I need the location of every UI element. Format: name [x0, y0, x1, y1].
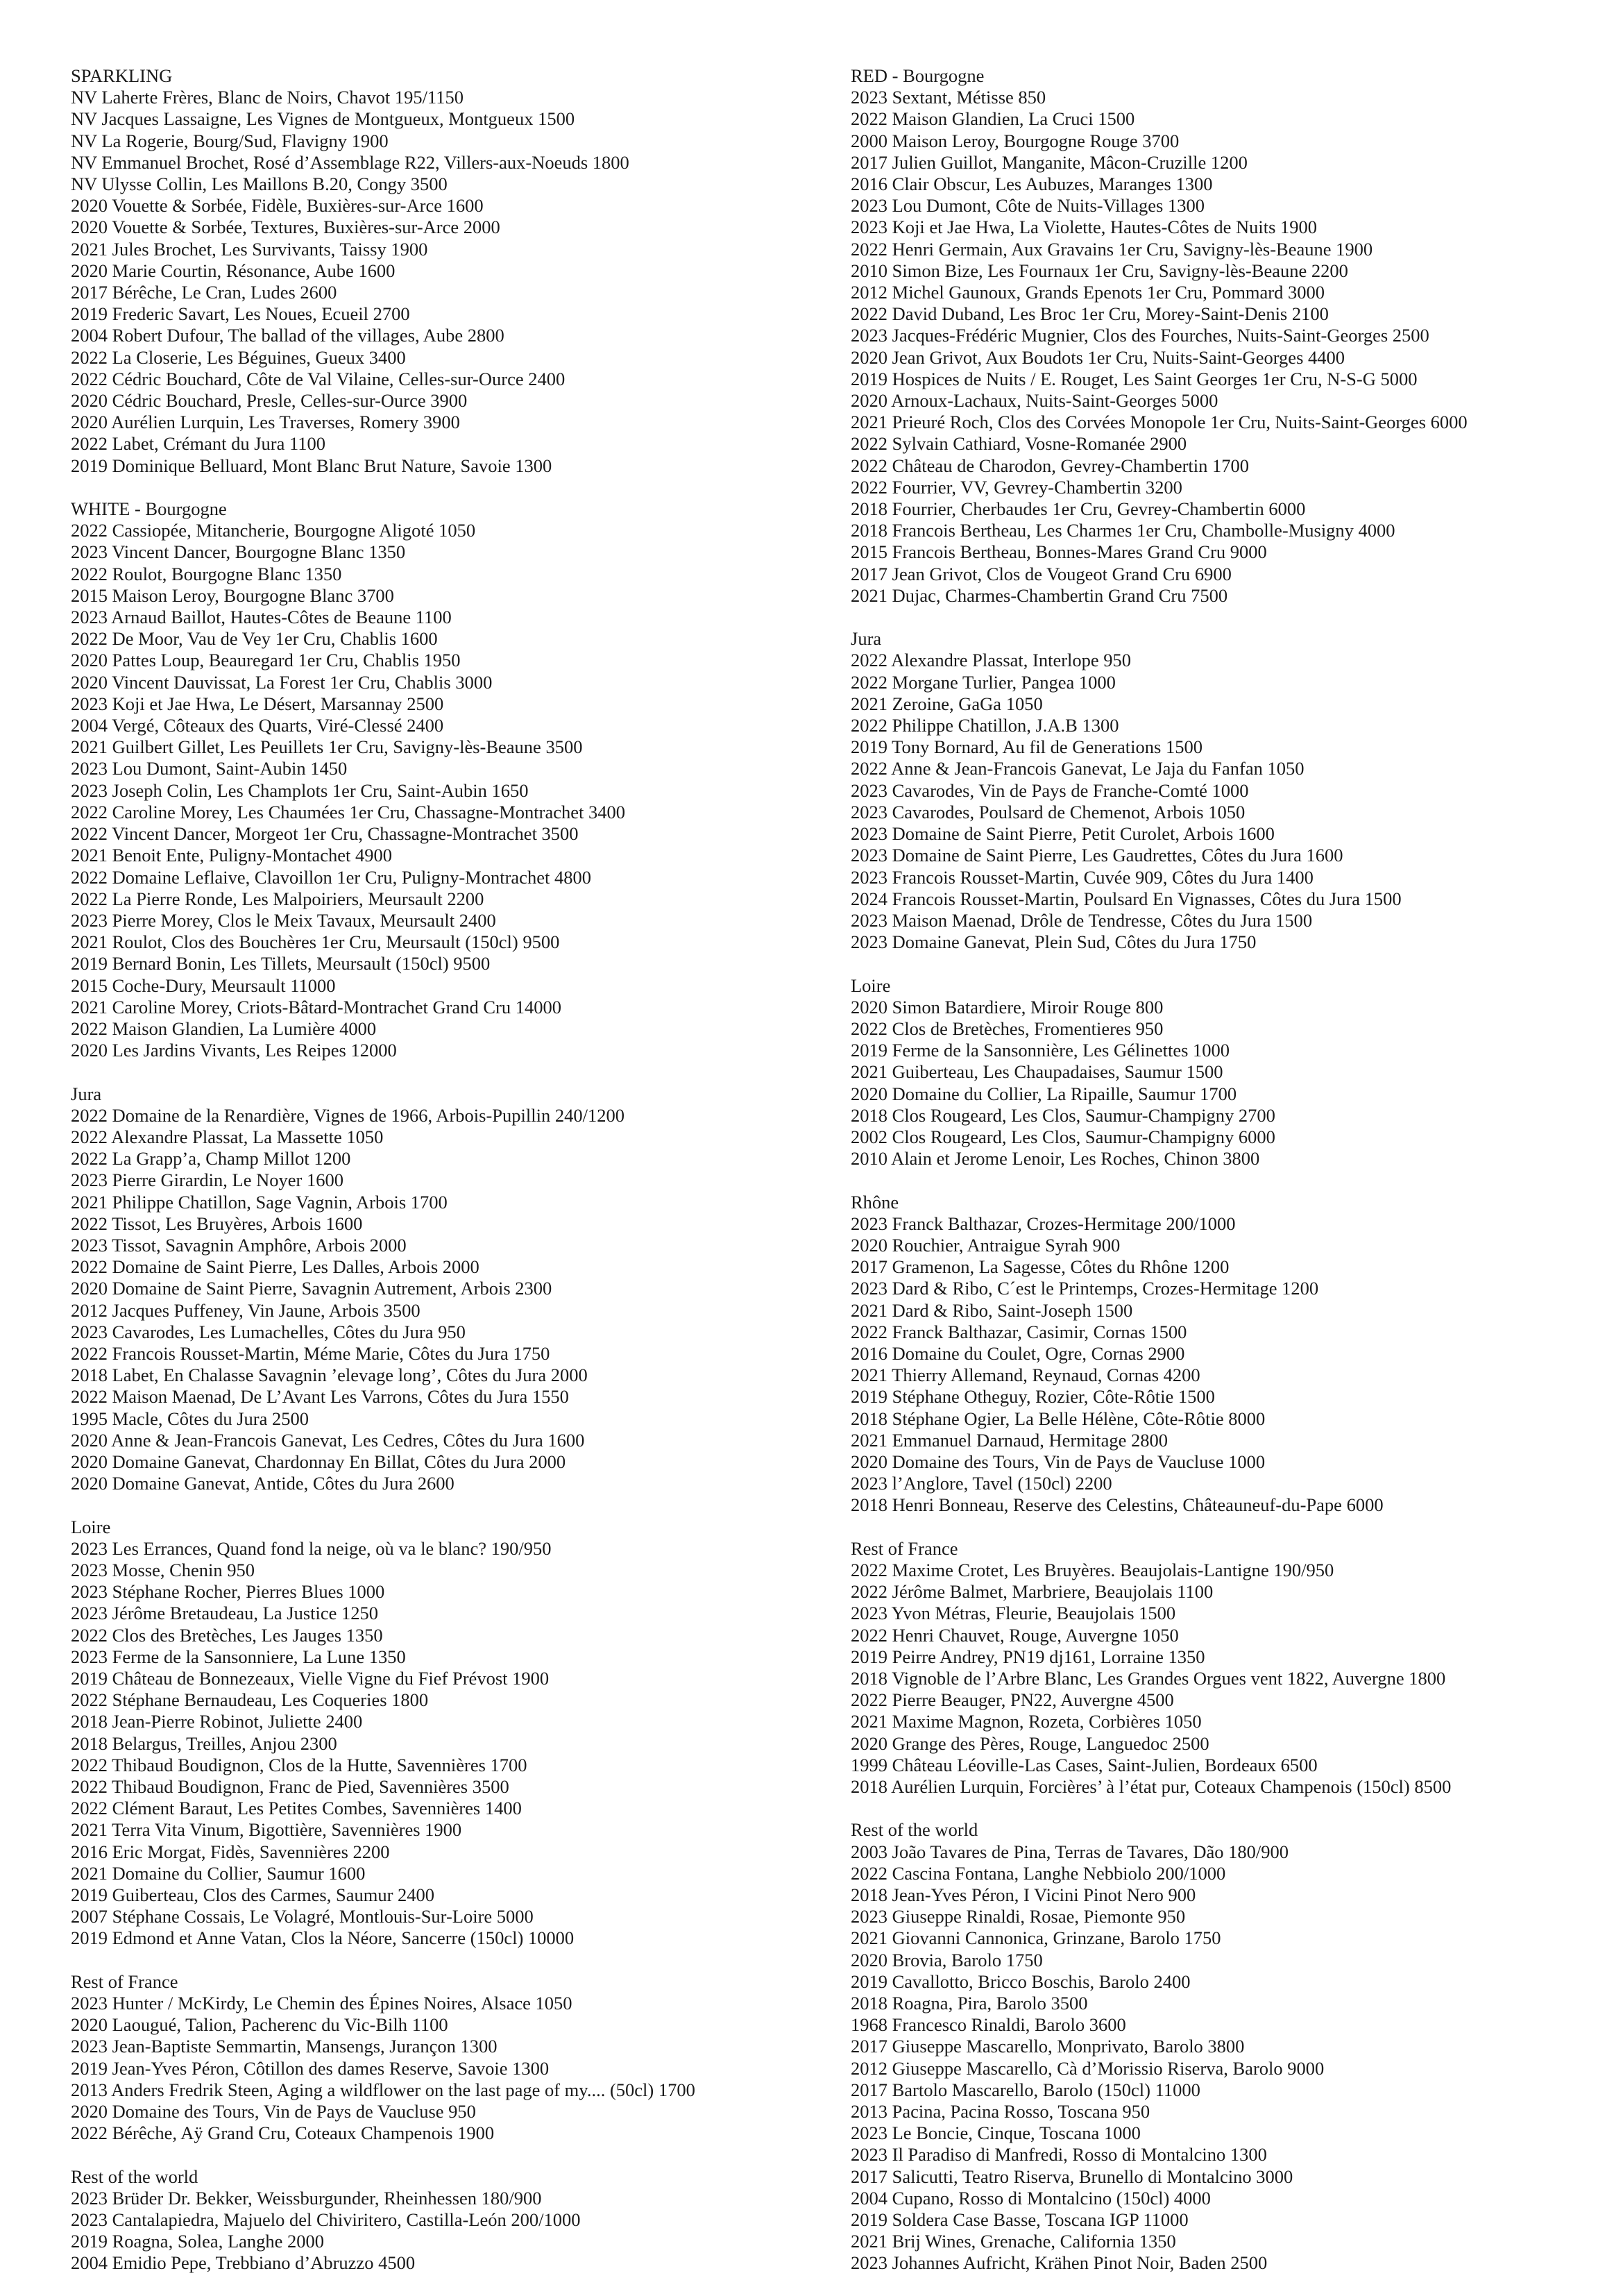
wine-entry: 2018 Roagna, Pira, Barolo 3500 — [851, 1993, 1088, 2014]
wine-entry: 2004 Vergé, Côteaux des Quarts, Viré-Clessé 2400 — [71, 715, 444, 736]
wine-entry: 2022 Thibaud Boudignon, Clos de la Hutte, Savennières 1700 — [71, 1754, 527, 1775]
wine-entry: 2022 Domaine de la Renardière, Vignes de 1966, Arbois-Pupillin 240/1200 — [71, 1104, 624, 1126]
wine-entry: 2022 Labet, Crémant du Jura 1100 — [71, 433, 325, 455]
wine-entry: 2018 Jean-Pierre Robinot, Juliette 2400 — [71, 1711, 363, 1732]
wine-section — [851, 65, 1600, 607]
wine-entry: 2021 Caroline Morey, Criots-Bâtard-Montrachet Grand Cru 14000 — [71, 996, 561, 1018]
wine-entry: 2021 Brij Wines, Grenache, California 1350 — [851, 2231, 1176, 2252]
wine-section — [71, 1971, 820, 2145]
wine-entry: NV Emmanuel Brochet, Rosé d’Assemblage R22, Villers-aux-Noeuds 1800 — [71, 151, 629, 173]
wine-entry: 2019 Dominique Belluard, Mont Blanc Brut Nature, Savoie 1300 — [71, 455, 552, 476]
wine-entry: 2023 Hunter / McKirdy, Le Chemin des Épines Noires, Alsace 1050 — [71, 1993, 572, 2014]
wine-entry: 2019 Peirre Andrey, PN19 dj161, Lorraine 1350 — [851, 1646, 1205, 1667]
wine-entry: 2021 Guiberteau, Les Chaupadaises, Saumur 1500 — [851, 1061, 1223, 1083]
wine-entry: 2019 Tony Bornard, Au fil de Generations 1500 — [851, 736, 1203, 758]
wine-entry: 2023 Mosse, Chenin 950 — [71, 1559, 255, 1580]
wine-entry: NV La Rogerie, Bourg/Sud, Flavigny 1900 — [71, 130, 389, 151]
wine-entry: 2022 Franck Balthazar, Casimir, Cornas 1500 — [851, 1321, 1187, 1342]
wine-entry: 2021 Guilbert Gillet, Les Peuillets 1er Cru, Savigny-lès-Beaune 3500 — [71, 736, 583, 758]
wine-entry: 2000 Maison Leroy, Bourgogne Rouge 3700 — [851, 130, 1180, 151]
wine-entry: 2022 Sylvain Cathiard, Vosne-Romanée 2900 — [851, 433, 1187, 455]
wine-entry: 2023 l’Anglore, Tavel (150cl) 2200 — [851, 1473, 1112, 1494]
wine-entry: 2023 Sextant, Métisse 850 — [851, 87, 1046, 108]
wine-entry: 2022 Tissot, Les Bruyères, Arbois 1600 — [71, 1213, 363, 1234]
wine-entry: 1999 Château Léoville-Las Cases, Saint-Julien, Bordeaux 6500 — [851, 1754, 1318, 1775]
section-heading: SPARKLING — [71, 65, 173, 86]
wine-entry: 2012 Michel Gaunoux, Grands Epenots 1er Cru, Pommard 3000 — [851, 282, 1325, 303]
wine-entry: 2022 Château de Charodon, Gevrey-Chambertin 1700 — [851, 455, 1250, 476]
wine-entry: 2021 Maxime Magnon, Rozeta, Corbières 1050 — [851, 1711, 1202, 1732]
wine-entry: 2018 Clos Rougeard, Les Clos, Saumur-Champigny 2700 — [851, 1104, 1275, 1126]
wine-section — [71, 2166, 820, 2274]
wine-entry: 2022 Alexandre Plassat, Interlope 950 — [851, 650, 1132, 671]
wine-entry: 2020 Jean Grivot, Aux Boudots 1er Cru, Nuits-Saint-Georges 4400 — [851, 346, 1345, 368]
wine-entry: 2019 Roagna, Solea, Langhe 2000 — [71, 2231, 325, 2252]
wine-entry: 2018 Henri Bonneau, Reserve des Celestins, Châteauneuf-du-Pape 6000 — [851, 1494, 1384, 1516]
wine-entry: 2017 Bartolo Mascarello, Barolo (150cl) 11000 — [851, 2079, 1200, 2100]
wine-entry: 2021 Dujac, Charmes-Chambertin Grand Cru 7500 — [851, 584, 1228, 606]
wine-entry: 2023 Vincent Dancer, Bourgogne Blanc 1350 — [71, 541, 406, 563]
wine-entry: 2023 Domaine de Saint Pierre, Petit Curolet, Arbois 1600 — [851, 823, 1275, 845]
wine-entry: 2002 Clos Rougeard, Les Clos, Saumur-Champigny 6000 — [851, 1126, 1275, 1147]
wine-entry: 2020 Domaine de Saint Pierre, Savagnin Autrement, Arbois 2300 — [71, 1278, 552, 1299]
wine-section — [71, 65, 820, 477]
wine-entry: 2023 Cavarodes, Poulsard de Chemenot, Arbois 1050 — [851, 801, 1246, 822]
section-heading: Rest of France — [71, 1970, 178, 1992]
wine-entry: 2021 Dard & Ribo, Saint-Joseph 1500 — [851, 1299, 1133, 1321]
wine-section — [71, 498, 820, 1061]
wine-entry: NV Ulysse Collin, Les Maillons B.20, Congy 3500 — [71, 174, 448, 195]
wine-entry: 2022 Clos des Bretèches, Les Jauges 1350 — [71, 1624, 383, 1646]
wine-section — [851, 975, 1600, 1170]
section-heading: Jura — [71, 1083, 102, 1104]
wine-entry: 2022 David Duband, Les Broc 1er Cru, Morey-Saint-Denis 2100 — [851, 303, 1329, 325]
wine-entry: 2023 Maison Maenad, Drôle de Tendresse, Côtes du Jura 1500 — [851, 909, 1313, 931]
wine-entry: 2022 Alexandre Plassat, La Massette 1050 — [71, 1126, 384, 1147]
wine-entry: 2022 Domaine de Saint Pierre, Les Dalles, Arbois 2000 — [71, 1256, 479, 1278]
wine-entry: 2017 Bérêche, Le Cran, Ludes 2600 — [71, 282, 337, 303]
wine-entry: 2023 Franck Balthazar, Crozes-Hermitage 200/1000 — [851, 1213, 1236, 1234]
wine-entry: 2022 Morgane Turlier, Pangea 1000 — [851, 671, 1116, 693]
wine-entry: 2003 João Tavares de Pina, Terras de Tavares, Dão 180/900 — [851, 1841, 1289, 1862]
left-column — [71, 65, 820, 2296]
wine-entry: 2022 Maison Glandien, La Cruci 1500 — [851, 108, 1135, 130]
wine-entry: 2023 Jérôme Bretaudeau, La Justice 1250 — [71, 1603, 379, 1624]
wine-entry: 2018 Stéphane Ogier, La Belle Hélène, Côte-Rôtie 8000 — [851, 1408, 1266, 1429]
wine-entry: 2021 Zeroine, GaGa 1050 — [851, 693, 1043, 714]
wine-entry: 2022 La Closerie, Les Béguines, Gueux 3400 — [71, 346, 406, 368]
wine-entry: 2016 Eric Morgat, Fidès, Savennières 2200 — [71, 1841, 390, 1862]
wine-entry: 2023 Cavarodes, Vin de Pays de Franche-Comté 1000 — [851, 779, 1249, 801]
wine-entry: 2023 Brüder Dr. Bekker, Weissburgunder, Rheinhessen 180/900 — [71, 2187, 542, 2209]
wine-entry: 2023 Koji et Jae Hwa, La Violette, Hautes-Côtes de Nuits 1900 — [851, 217, 1318, 238]
wine-entry: 2016 Domaine du Coulet, Ogre, Cornas 2900 — [851, 1342, 1185, 1364]
section-heading: Rhône — [851, 1191, 899, 1213]
wine-entry: 2023 Pierre Girardin, Le Noyer 1600 — [71, 1170, 343, 1191]
section-heading: Rest of France — [851, 1537, 958, 1559]
wine-entry: 2017 Julien Guillot, Manganite, Mâcon-Cruzille 1200 — [851, 151, 1248, 173]
wine-entry: 2022 Roulot, Bourgogne Blanc 1350 — [71, 563, 342, 584]
section-heading: Jura — [851, 628, 882, 650]
wine-entry: 2022 Henri Germain, Aux Gravains 1er Cru, Savigny-lès-Beaune 1900 — [851, 238, 1373, 260]
wine-entry: 1968 Francesco Rinaldi, Barolo 3600 — [851, 2014, 1126, 2036]
section-heading: Loire — [71, 1516, 111, 1537]
wine-entry: 2023 Giuseppe Rinaldi, Rosae, Piemonte 950 — [851, 1906, 1186, 1927]
wine-entry: 2019 Edmond et Anne Vatan, Clos la Néore, Sancerre (150cl) 10000 — [71, 1927, 575, 1949]
wine-entry: 2019 Frederic Savart, Les Noues, Ecueil 2700 — [71, 303, 410, 325]
wine-entry: 2020 Marie Courtin, Résonance, Aube 1600 — [71, 260, 396, 281]
wine-entry: 2015 Maison Leroy, Bourgogne Blanc 3700 — [71, 584, 394, 606]
wine-entry: 2023 Dard & Ribo, C´est le Printemps, Crozes-Hermitage 1200 — [851, 1278, 1319, 1299]
wine-entry: 2021 Terra Vita Vinum, Bigottière, Savennières 1900 — [71, 1819, 462, 1841]
wine-entry: 2022 Maison Glandien, La Lumière 4000 — [71, 1018, 377, 1039]
wine-entry: 2019 Château de Bonnezeaux, Vielle Vigne du Fief Prévost 1900 — [71, 1667, 550, 1689]
wine-entry: 2020 Domaine du Collier, La Ripaille, Saumur 1700 — [851, 1083, 1237, 1104]
wine-entry: 2021 Benoit Ente, Puligny-Montachet 4900 — [71, 845, 392, 866]
wine-entry: 2023 Arnaud Baillot, Hautes-Côtes de Beaune 1100 — [71, 607, 452, 628]
wine-entry: NV Jacques Lassaigne, Les Vignes de Montgueux, Montgueux 1500 — [71, 108, 575, 130]
wine-entry: 2022 Bérêche, Aÿ Grand Cru, Coteaux Champenois 1900 — [71, 2122, 495, 2144]
wine-section — [851, 1819, 1600, 2274]
wine-entry: 2018 Francois Bertheau, Les Charmes 1er Cru, Chambolle-Musigny 4000 — [851, 520, 1395, 541]
wine-entry: 2012 Giuseppe Mascarello, Cà d’Morissio Riserva, Barolo 9000 — [851, 2057, 1325, 2079]
wine-entry: 2022 Francois Rousset-Martin, Méme Marie, Côtes du Jura 1750 — [71, 1342, 550, 1364]
wine-entry: 2022 De Moor, Vau de Vey 1er Cru, Chablis 1600 — [71, 628, 438, 650]
wine-entry: 2020 Vincent Dauvissat, La Forest 1er Cru, Chablis 3000 — [71, 671, 493, 693]
wine-entry: 2020 Aurélien Lurquin, Les Traverses, Romery 3900 — [71, 412, 460, 433]
wine-entry: 2020 Anne & Jean-Francois Ganevat, Les Cedres, Côtes du Jura 1600 — [71, 1429, 585, 1451]
wine-entry: 2018 Jean-Yves Péron, I Vicini Pinot Nero 900 — [851, 1884, 1196, 1905]
wine-entry: 2022 Fourrier, VV, Gevrey-Chambertin 3200 — [851, 476, 1182, 498]
wine-entry: 2019 Soldera Case Basse, Toscana IGP 11000 — [851, 2209, 1189, 2231]
section-heading: WHITE - Bourgogne — [71, 498, 227, 520]
wine-entry: 2023 Jean-Baptiste Semmartin, Mansengs, Jurançon 1300 — [71, 2036, 498, 2057]
wine-entry: 2020 Cédric Bouchard, Presle, Celles-sur-Ource 3900 — [71, 390, 468, 412]
wine-entry: 2022 Stéphane Bernaudeau, Les Coqueries 1800 — [71, 1689, 429, 1711]
wine-section — [71, 1083, 820, 1495]
wine-entry: 2019 Stéphane Otheguy, Rozier, Côte-Rôtie 1500 — [851, 1386, 1215, 1408]
wine-entry: 2018 Labet, En Chalasse Savagnin ’elevage long’, Côtes du Jura 2000 — [71, 1365, 588, 1386]
wine-entry: 2023 Tissot, Savagnin Amphôre, Arbois 2000 — [71, 1234, 407, 1256]
wine-entry: 2020 Vouette & Sorbée, Textures, Buxières-sur-Arce 2000 — [71, 217, 500, 238]
wine-entry: 2021 Prieuré Roch, Clos des Corvées Monopole 1er Cru, Nuits-Saint-Georges 6000 — [851, 412, 1468, 433]
wine-entry: 2004 Emidio Pepe, Trebbiano d’Abruzzo 4500 — [71, 2252, 416, 2274]
wine-entry: 2019 Cavallotto, Bricco Boschis, Barolo 2400 — [851, 1970, 1191, 1992]
wine-entry: 2018 Vignoble de l’Arbre Blanc, Les Grandes Orgues vent 1822, Auvergne 1800 — [851, 1667, 1446, 1689]
wine-entry: 2023 Cavarodes, Les Lumachelles, Côtes du Jura 950 — [71, 1321, 466, 1342]
wine-entry: 2020 Domaine des Tours, Vin de Pays de Vaucluse 1000 — [851, 1451, 1266, 1472]
wine-entry: 2024 Francois Rousset-Martin, Poulsard En Vignasses, Côtes du Jura 1500 — [851, 888, 1402, 909]
wine-entry: 2022 Cascina Fontana, Langhe Nebbiolo 200/1000 — [851, 1862, 1226, 1884]
wine-entry: 2022 Pierre Beauger, PN22, Auvergne 4500 — [851, 1689, 1174, 1711]
wine-entry: 2018 Aurélien Lurquin, Forcières’ à l’état pur, Coteaux Champenois (150cl) 8500 — [851, 1775, 1452, 1797]
wine-entry: 2023 Il Paradiso di Manfredi, Rosso di Montalcino 1300 — [851, 2144, 1267, 2166]
wine-entry: 2023 Stéphane Rocher, Pierres Blues 1000 — [71, 1581, 385, 1603]
wine-entry: 2022 Cassiopée, Mitancherie, Bourgogne Aligoté 1050 — [71, 520, 476, 541]
wine-entry: 2020 Arnoux-Lachaux, Nuits-Saint-Georges 5000 — [851, 390, 1218, 412]
section-heading: Rest of the world — [851, 1819, 978, 1841]
wine-entry: 2023 Koji et Jae Hwa, Le Désert, Marsannay 2500 — [71, 693, 444, 714]
wine-entry: 2022 Jérôme Balmet, Marbriere, Beaujolais 1100 — [851, 1581, 1214, 1603]
wine-entry: 2021 Emmanuel Darnaud, Hermitage 2800 — [851, 1429, 1168, 1451]
wine-entry: 2019 Bernard Bonin, Les Tillets, Meursault (150cl) 9500 — [71, 953, 491, 974]
wine-entry: 2023 Les Errances, Quand fond la neige, où va le blanc? 190/950 — [71, 1537, 552, 1559]
wine-entry: 2023 Cantalapiedra, Majuelo del Chiviritero, Castilla-León 200/1000 — [71, 2209, 581, 2231]
wine-entry: 2022 Vincent Dancer, Morgeot 1er Cru, Chassagne-Montrachet 3500 — [71, 823, 579, 845]
wine-entry: 2019 Jean-Yves Péron, Côtillon des dames Reserve, Savoie 1300 — [71, 2057, 550, 2079]
wine-entry: 2021 Jules Brochet, Les Survivants, Taissy 1900 — [71, 238, 428, 260]
wine-entry: 2019 Guiberteau, Clos des Carmes, Saumur 2400 — [71, 1884, 435, 1906]
wine-entry: 2020 Les Jardins Vivants, Les Reipes 12000 — [71, 1040, 397, 1061]
wine-entry: 2021 Roulot, Clos des Bouchères 1er Cru, Meursault (150cl) 9500 — [71, 931, 560, 953]
wine-entry: 2012 Jacques Puffeney, Vin Jaune, Arbois 3500 — [71, 1299, 420, 1321]
wine-entry: 2023 Lou Dumont, Côte de Nuits-Villages 1300 — [851, 195, 1205, 217]
wine-entry: 2022 Domaine Leflaive, Clavoillon 1er Cru, Puligny-Montrachet 4800 — [71, 866, 591, 888]
wine-entry: 2023 Jacques-Frédéric Mugnier, Clos des Fourches, Nuits-Saint-Georges 2500 — [851, 325, 1429, 346]
wine-entry: 2020 Domaine Ganevat, Antide, Côtes du Jura 2600 — [71, 1473, 454, 1494]
wine-entry: 2022 Clos de Bretèches, Fromentieres 950 — [851, 1018, 1164, 1039]
wine-entry: 2013 Anders Fredrik Steen, Aging a wildflower on the last page of my.... (50cl) 1700 — [71, 2079, 695, 2100]
wine-entry: 2020 Vouette & Sorbée, Fidèle, Buxières-sur-Arce 1600 — [71, 195, 484, 217]
wine-entry: 2017 Giuseppe Mascarello, Monprivato, Barolo 3800 — [851, 2036, 1245, 2057]
wine-entry: 2021 Domaine du Collier, Saumur 1600 — [71, 1862, 366, 1884]
wine-entry: 2020 Grange des Pères, Rouge, Languedoc 2500 — [851, 1732, 1209, 1754]
wine-entry: 2022 Cédric Bouchard, Côte de Val Vilaine, Celles-sur-Ource 2400 — [71, 368, 566, 389]
wine-entry: NV Laherte Frères, Blanc de Noirs, Chavot 195/1150 — [71, 87, 464, 108]
wine-entry: 2020 Domaine des Tours, Vin de Pays de Vaucluse 950 — [71, 2101, 476, 2122]
wine-entry: 2023 Domaine de Saint Pierre, Les Gaudrettes, Côtes du Jura 1600 — [851, 845, 1343, 866]
wine-entry: 2022 Thibaud Boudignon, Franc de Pied, Savennières 3500 — [71, 1776, 509, 1797]
right-column — [851, 65, 1600, 2296]
wine-entry: 2022 La Pierre Ronde, Les Malpoiriers, Meursault 2200 — [71, 888, 484, 909]
wine-entry: 2010 Simon Bize, Les Fournaux 1er Cru, Savigny-lès-Beaune 2200 — [851, 260, 1348, 281]
wine-entry: 2015 Francois Bertheau, Bonnes-Mares Grand Cru 9000 — [851, 541, 1267, 563]
wine-entry: 2007 Stéphane Cossais, Le Volagré, Montlouis-Sur-Loire 5000 — [71, 1906, 534, 1927]
wine-entry: 2023 Francois Rousset-Martin, Cuvée 909, Côtes du Jura 1400 — [851, 866, 1314, 888]
wine-entry: 2023 Domaine Ganevat, Plein Sud, Côtes du Jura 1750 — [851, 931, 1257, 953]
wine-entry: 2022 Anne & Jean-Francois Ganevat, Le Jaja du Fanfan 1050 — [851, 758, 1305, 779]
wine-entry: 2023 Lou Dumont, Saint-Aubin 1450 — [71, 758, 348, 779]
wine-entry: 2020 Rouchier, Antraigue Syrah 900 — [851, 1234, 1121, 1256]
wine-entry: 2016 Clair Obscur, Les Aubuzes, Maranges 1300 — [851, 174, 1213, 195]
wine-entry: 2021 Philippe Chatillon, Sage Vagnin, Arbois 1700 — [71, 1191, 448, 1213]
wine-entry: 2015 Coche-Dury, Meursault 11000 — [71, 974, 336, 996]
section-heading: RED - Bourgogne — [851, 65, 985, 86]
wine-entry: 2020 Pattes Loup, Beauregard 1er Cru, Chablis 1950 — [71, 650, 461, 671]
wine-section — [851, 628, 1600, 953]
wine-entry: 2017 Jean Grivot, Clos de Vougeot Grand Cru 6900 — [851, 563, 1232, 584]
wine-entry: 2020 Brovia, Barolo 1750 — [851, 1949, 1043, 1970]
section-heading: Rest of the world — [71, 2166, 198, 2187]
wine-entry: 2021 Giovanni Cannonica, Grinzane, Barolo 1750 — [851, 1927, 1221, 1949]
wine-entry: 2019 Ferme de la Sansonnière, Les Gélinettes 1000 — [851, 1040, 1230, 1061]
wine-entry: 2022 La Grapp’a, Champ Millot 1200 — [71, 1148, 351, 1170]
wine-entry: 2018 Fourrier, Cherbaudes 1er Cru, Gevrey-Chambertin 6000 — [851, 498, 1306, 520]
wine-entry: 2020 Laougué, Talion, Pacherenc du Vic-Bilh 1100 — [71, 2014, 448, 2036]
wine-entry: 2004 Cupano, Rosso di Montalcino (150cl) 4000 — [851, 2187, 1211, 2209]
wine-entry: 2022 Maxime Crotet, Les Bruyères. Beaujolais-Lantigne 190/950 — [851, 1559, 1334, 1580]
wine-entry: 2013 Pacina, Pacina Rosso, Toscana 950 — [851, 2101, 1150, 2122]
wine-entry: 1995 Macle, Côtes du Jura 2500 — [71, 1408, 309, 1429]
wine-entry: 2023 Johannes Aufricht, Krähen Pinot Noir, Baden 2500 — [851, 2252, 1268, 2274]
wine-entry: 2022 Philippe Chatillon, J.A.B 1300 — [851, 715, 1119, 736]
wine-entry: 2018 Belargus, Treilles, Anjou 2300 — [71, 1732, 337, 1754]
wine-entry: 2021 Thierry Allemand, Reynaud, Cornas 4200 — [851, 1365, 1200, 1386]
wine-section — [851, 1538, 1600, 1798]
wine-entry: 2022 Clément Baraut, Les Petites Combes, Savennières 1400 — [71, 1798, 522, 1819]
wine-entry: 2020 Simon Batardiere, Miroir Rouge 800 — [851, 996, 1164, 1018]
wine-entry: 2017 Gramenon, La Sagesse, Côtes du Rhône 1200 — [851, 1256, 1230, 1278]
wine-entry: 2022 Henri Chauvet, Rouge, Auvergne 1050 — [851, 1624, 1179, 1646]
wine-entry: 2004 Robert Dufour, The ballad of the villages, Aube 2800 — [71, 325, 504, 346]
wine-entry: 2023 Joseph Colin, Les Champlots 1er Cru, Saint-Aubin 1650 — [71, 779, 529, 801]
wine-entry: 2023 Pierre Morey, Clos le Meix Tavaux, Meursault 2400 — [71, 909, 496, 931]
wine-entry: 2022 Maison Maenad, De L’Avant Les Varrons, Côtes du Jura 1550 — [71, 1386, 569, 1408]
wine-entry: 2023 Le Boncie, Cinque, Toscana 1000 — [851, 2122, 1141, 2144]
wine-entry: 2020 Domaine Ganevat, Chardonnay En Billat, Côtes du Jura 2000 — [71, 1451, 566, 1472]
wine-entry: 2022 Caroline Morey, Les Chaumées 1er Cru, Chassagne-Montrachet 3400 — [71, 801, 625, 822]
wine-entry: 2019 Hospices de Nuits / E. Rouget, Les Saint Georges 1er Cru, N-S-G 5000 — [851, 368, 1418, 389]
wine-section — [71, 1517, 820, 1950]
wine-section — [851, 1192, 1600, 1517]
wine-entry: 2023 Yvon Métras, Fleurie, Beaujolais 1500 — [851, 1603, 1176, 1624]
wine-entry: 2017 Salicutti, Teatro Riserva, Brunello di Montalcino 3000 — [851, 2166, 1293, 2187]
section-heading: Loire — [851, 974, 891, 996]
wine-entry: 2010 Alain et Jerome Lenoir, Les Roches, Chinon 3800 — [851, 1148, 1260, 1170]
wine-entry: 2023 Ferme de la Sansonniere, La Lune 1350 — [71, 1646, 406, 1667]
